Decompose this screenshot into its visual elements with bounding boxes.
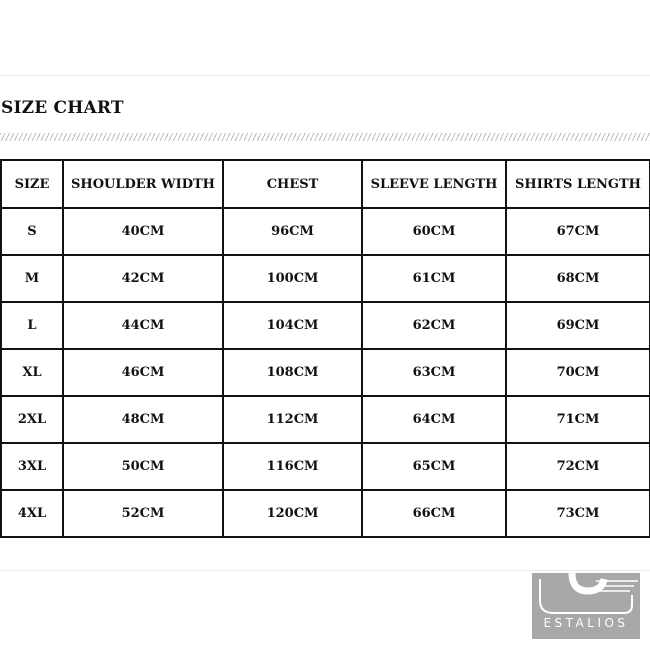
top-divider — [0, 75, 650, 76]
cell-chest: 116CM — [223, 443, 362, 490]
watermark-text: ESTALIOS — [543, 616, 629, 630]
cell-shoulder-width: 50CM — [63, 443, 223, 490]
cell-chest: 104CM — [223, 302, 362, 349]
cell-sleeve-length: 63CM — [362, 349, 506, 396]
cell-shoulder-width: 46CM — [63, 349, 223, 396]
cell-shoulder-width: 40CM — [63, 208, 223, 255]
cell-sleeve-length: 66CM — [362, 490, 506, 537]
table-row — [1, 255, 650, 302]
watermark-logo — [532, 573, 640, 639]
cell-chest: 112CM — [223, 396, 362, 443]
cell-shoulder-width: 52CM — [63, 490, 223, 537]
cell-shoulder-width: 48CM — [63, 396, 223, 443]
cell-sleeve-length: 64CM — [362, 396, 506, 443]
header-chest: CHEST — [223, 160, 362, 208]
cell-size: XL — [1, 349, 63, 396]
cell-sleeve-length: 65CM — [362, 443, 506, 490]
cell-shirts-length: 70CM — [506, 349, 650, 396]
cell-size: L — [1, 302, 63, 349]
cell-shoulder-width: 44CM — [63, 302, 223, 349]
cell-shoulder-width: 42CM — [63, 255, 223, 302]
cell-shirts-length: 73CM — [506, 490, 650, 537]
hatched-divider — [0, 133, 650, 141]
cell-chest: 100CM — [223, 255, 362, 302]
header-shirts-length: SHIRTS LENGTH — [506, 160, 650, 208]
cell-sleeve-length: 60CM — [362, 208, 506, 255]
size-table — [0, 159, 650, 538]
cell-size: 3XL — [1, 443, 63, 490]
table-row — [1, 396, 650, 443]
cell-shirts-length: 69CM — [506, 302, 650, 349]
table-row — [1, 208, 650, 255]
cell-chest: 120CM — [223, 490, 362, 537]
bottom-divider — [0, 570, 650, 571]
cell-chest: 96CM — [223, 208, 362, 255]
table-header-row — [1, 160, 650, 208]
cell-sleeve-length: 62CM — [362, 302, 506, 349]
header-shoulder-width: SHOULDER WIDTH — [63, 160, 223, 208]
cell-shirts-length: 71CM — [506, 396, 650, 443]
cell-size: 4XL — [1, 490, 63, 537]
cell-size: 2XL — [1, 396, 63, 443]
cell-shirts-length: 68CM — [506, 255, 650, 302]
cell-shirts-length: 67CM — [506, 208, 650, 255]
cell-sleeve-length: 61CM — [362, 255, 506, 302]
table-row — [1, 349, 650, 396]
table-row — [1, 490, 650, 537]
header-size: SIZE — [1, 160, 63, 208]
cell-chest: 108CM — [223, 349, 362, 396]
cell-shirts-length: 72CM — [506, 443, 650, 490]
table-row — [1, 443, 650, 490]
cell-size: M — [1, 255, 63, 302]
cell-size: S — [1, 208, 63, 255]
page-title: SIZE CHART — [1, 98, 124, 118]
header-sleeve-length: SLEEVE LENGTH — [362, 160, 506, 208]
table-row — [1, 302, 650, 349]
